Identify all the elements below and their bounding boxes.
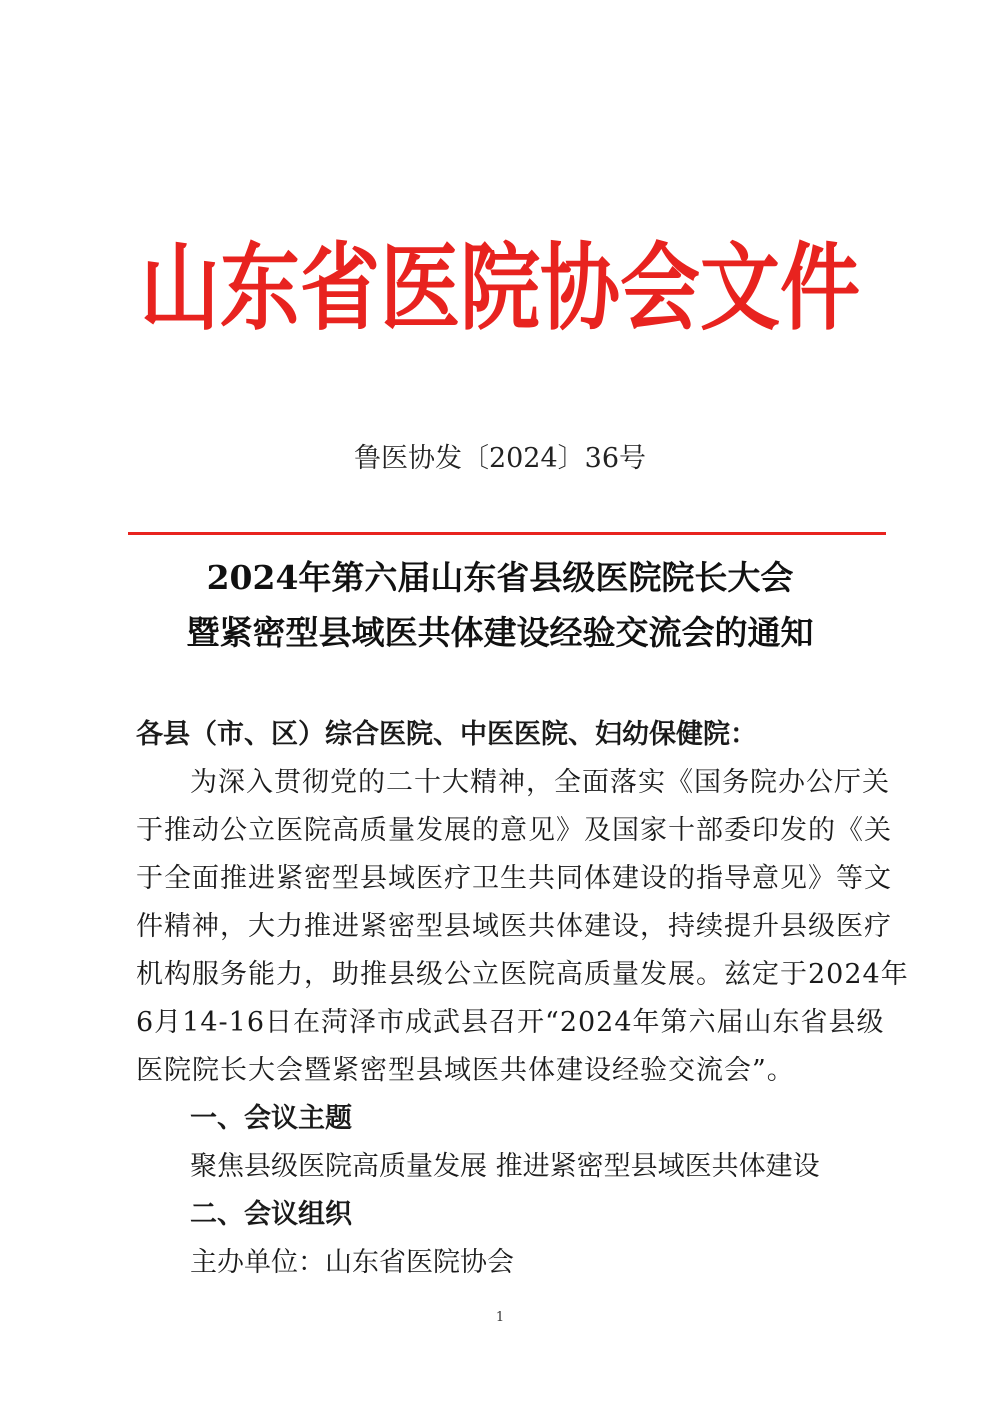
paragraph-line: 机构服务能力，助推县级公立医院高质量发展。兹定于2024年 — [136, 959, 909, 990]
section-heading-organization: 二、会议组织 — [190, 1199, 352, 1230]
red-divider-rule — [128, 532, 886, 535]
masthead-title: 山东省医院协会文件 — [140, 231, 860, 343]
paragraph-line: 医院院长大会暨紧密型县域医共体建设经验交流会”。 — [136, 1055, 795, 1086]
section-text-theme: 聚焦县级医院高质量发展 推进紧密型县域医共体建设 — [190, 1151, 820, 1182]
paragraph-line: 于推动公立医院高质量发展的意见》及国家十部委印发的《关 — [136, 815, 892, 846]
paragraph-line: 为深入贯彻党的二十大精神，全面落实《国务院办公厅关 — [190, 767, 890, 798]
paragraph-line: 于全面推进紧密型县域医疗卫生共同体建设的指导意见》等文 — [136, 863, 892, 894]
section-heading-theme: 一、会议主题 — [190, 1103, 352, 1134]
notice-title-line-1: 2024年第六届山东省县级医院院长大会 — [206, 558, 794, 597]
paragraph-line: 件精神，大力推进紧密型县域医共体建设，持续提升县级医疗 — [136, 911, 892, 942]
addressee: 各县（市、区）综合医院、中医医院、妇幼保健院： — [136, 719, 757, 750]
page-number: 1 — [495, 1310, 505, 1325]
section-text-organizer: 主办单位：山东省医院协会 — [190, 1247, 514, 1278]
document-number: 鲁医协发〔2024〕36号 — [353, 443, 647, 474]
notice-title-line-2: 暨紧密型县域医共体建设经验交流会的通知 — [186, 613, 814, 652]
paragraph-line: 6月14-16日在菏泽市成武县召开“2024年第六届山东省县级 — [136, 1007, 885, 1038]
